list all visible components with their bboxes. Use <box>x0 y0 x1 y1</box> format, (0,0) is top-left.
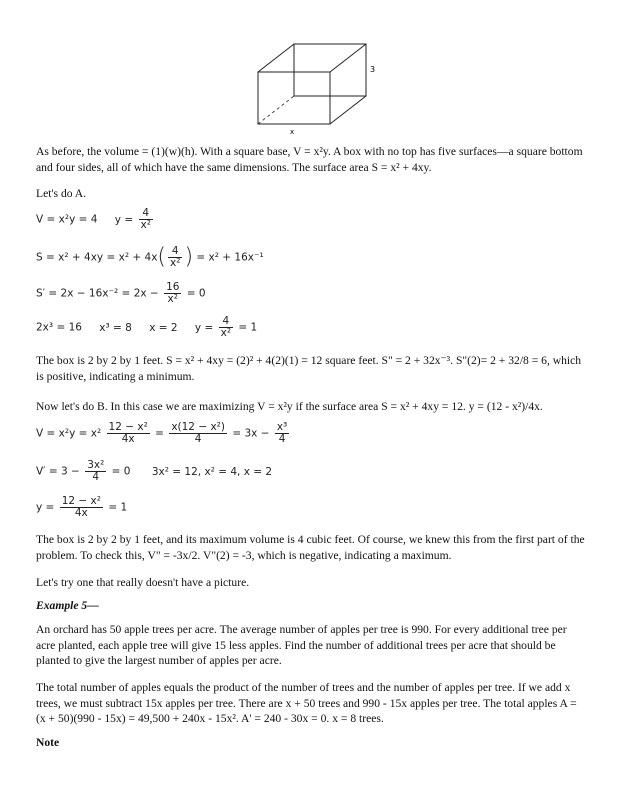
paragraph-volume-intro: As before, the volume = (1)(w)(h). With a square base, V = x²y. A box with no top has five surfaces—a square bottom and four sides, all of which have the same dimensions. The surface area S = x² + 4xy. <box>36 145 583 174</box>
equation-b3: y = $\frac{\text{12 − x²}}{4x}$ = 1 <box>36 495 128 519</box>
height-label: 3 <box>370 65 376 74</box>
paragraph-part-a-result: The box is 2 by 2 by 1 feet. S = x² + 4xy = (2)² + 4(2)(1) = 12 square feet. S" = 2 + 32x⁻³. S"(2)= 2 + 32/8 = 6, which is positive, indicating a minimum. <box>36 354 582 383</box>
equation-a1: V = x²y = 4 y = $\frac{4}{\text{x²}}$ <box>36 207 151 231</box>
equation-a4: 2x³ = 16 x³ = 8 x = 2 y = $\frac{4}{\text{x²}}$ = 1 <box>36 315 258 339</box>
paragraph-lets-do-a: Let's do A. <box>36 187 87 200</box>
note-heading: Note <box>36 736 60 749</box>
equation-b2: V′ = 3 − $\frac{\text{3x²}}{4}$ = 0 3x² = 12, x² = 4, x = 2 <box>36 459 273 483</box>
equation-b1: V = x²y = x² $\frac{\text{12 − x²}}{4x}$ = $\frac{\text{x(12 − x²)}}{4}$ = 3x − $\frac{\text{x³}}{4}$ <box>36 421 288 445</box>
box-diagram <box>250 38 390 138</box>
paragraph-orchard-problem: An orchard has 50 apple trees per acre. The average number of apples per tree is 990. For every additional tree per acre planted, each apple tree will give 15 less apples. Find the number of additional trees per acre that should be planted to give the largest number of apples per acre. <box>36 623 567 668</box>
paragraph-part-b-result: The box is 2 by 2 by 1 feet, and its maximum volume is 4 cubic feet. Of course, we knew this from the first part of the problem. To check this, V" = -3x/2. V"(2) = -3, which is negative, indicating a maximum. <box>36 533 585 562</box>
paragraph-try-another: Let's try one that really doesn't have a picture. <box>36 576 250 589</box>
equation-a3: S′ = 2x − 16x⁻² = 2x − $\frac{16}{\text{x²}}$ = 0 <box>36 281 206 305</box>
paragraph-part-b-intro: Now let's do B. In this case we are maximizing V = x²y if the surface area S = x² + 4xy = 12. y = (12 - x²)/4x. <box>36 400 543 413</box>
example-heading: Example 5— <box>36 599 99 612</box>
paragraph-orchard-solution: The total number of apples equals the product of the number of trees and the number of apples per tree. If we add x trees, we must subtract 15x apples per tree. There are x + 50 trees and 990 - 15x apples per tree. The total apples A = (x + 50)(990 - 15x) = 49,500 + 240x - 15x². A' = 240 - 30x = 0. x = 8 trees. <box>36 681 577 726</box>
base-label: x <box>290 128 295 136</box>
equation-a2: S = x² + 4xy = x² + 4x( $\frac{4}{\text{x²}}$ ) = x² + 16x⁻¹ <box>36 244 264 270</box>
